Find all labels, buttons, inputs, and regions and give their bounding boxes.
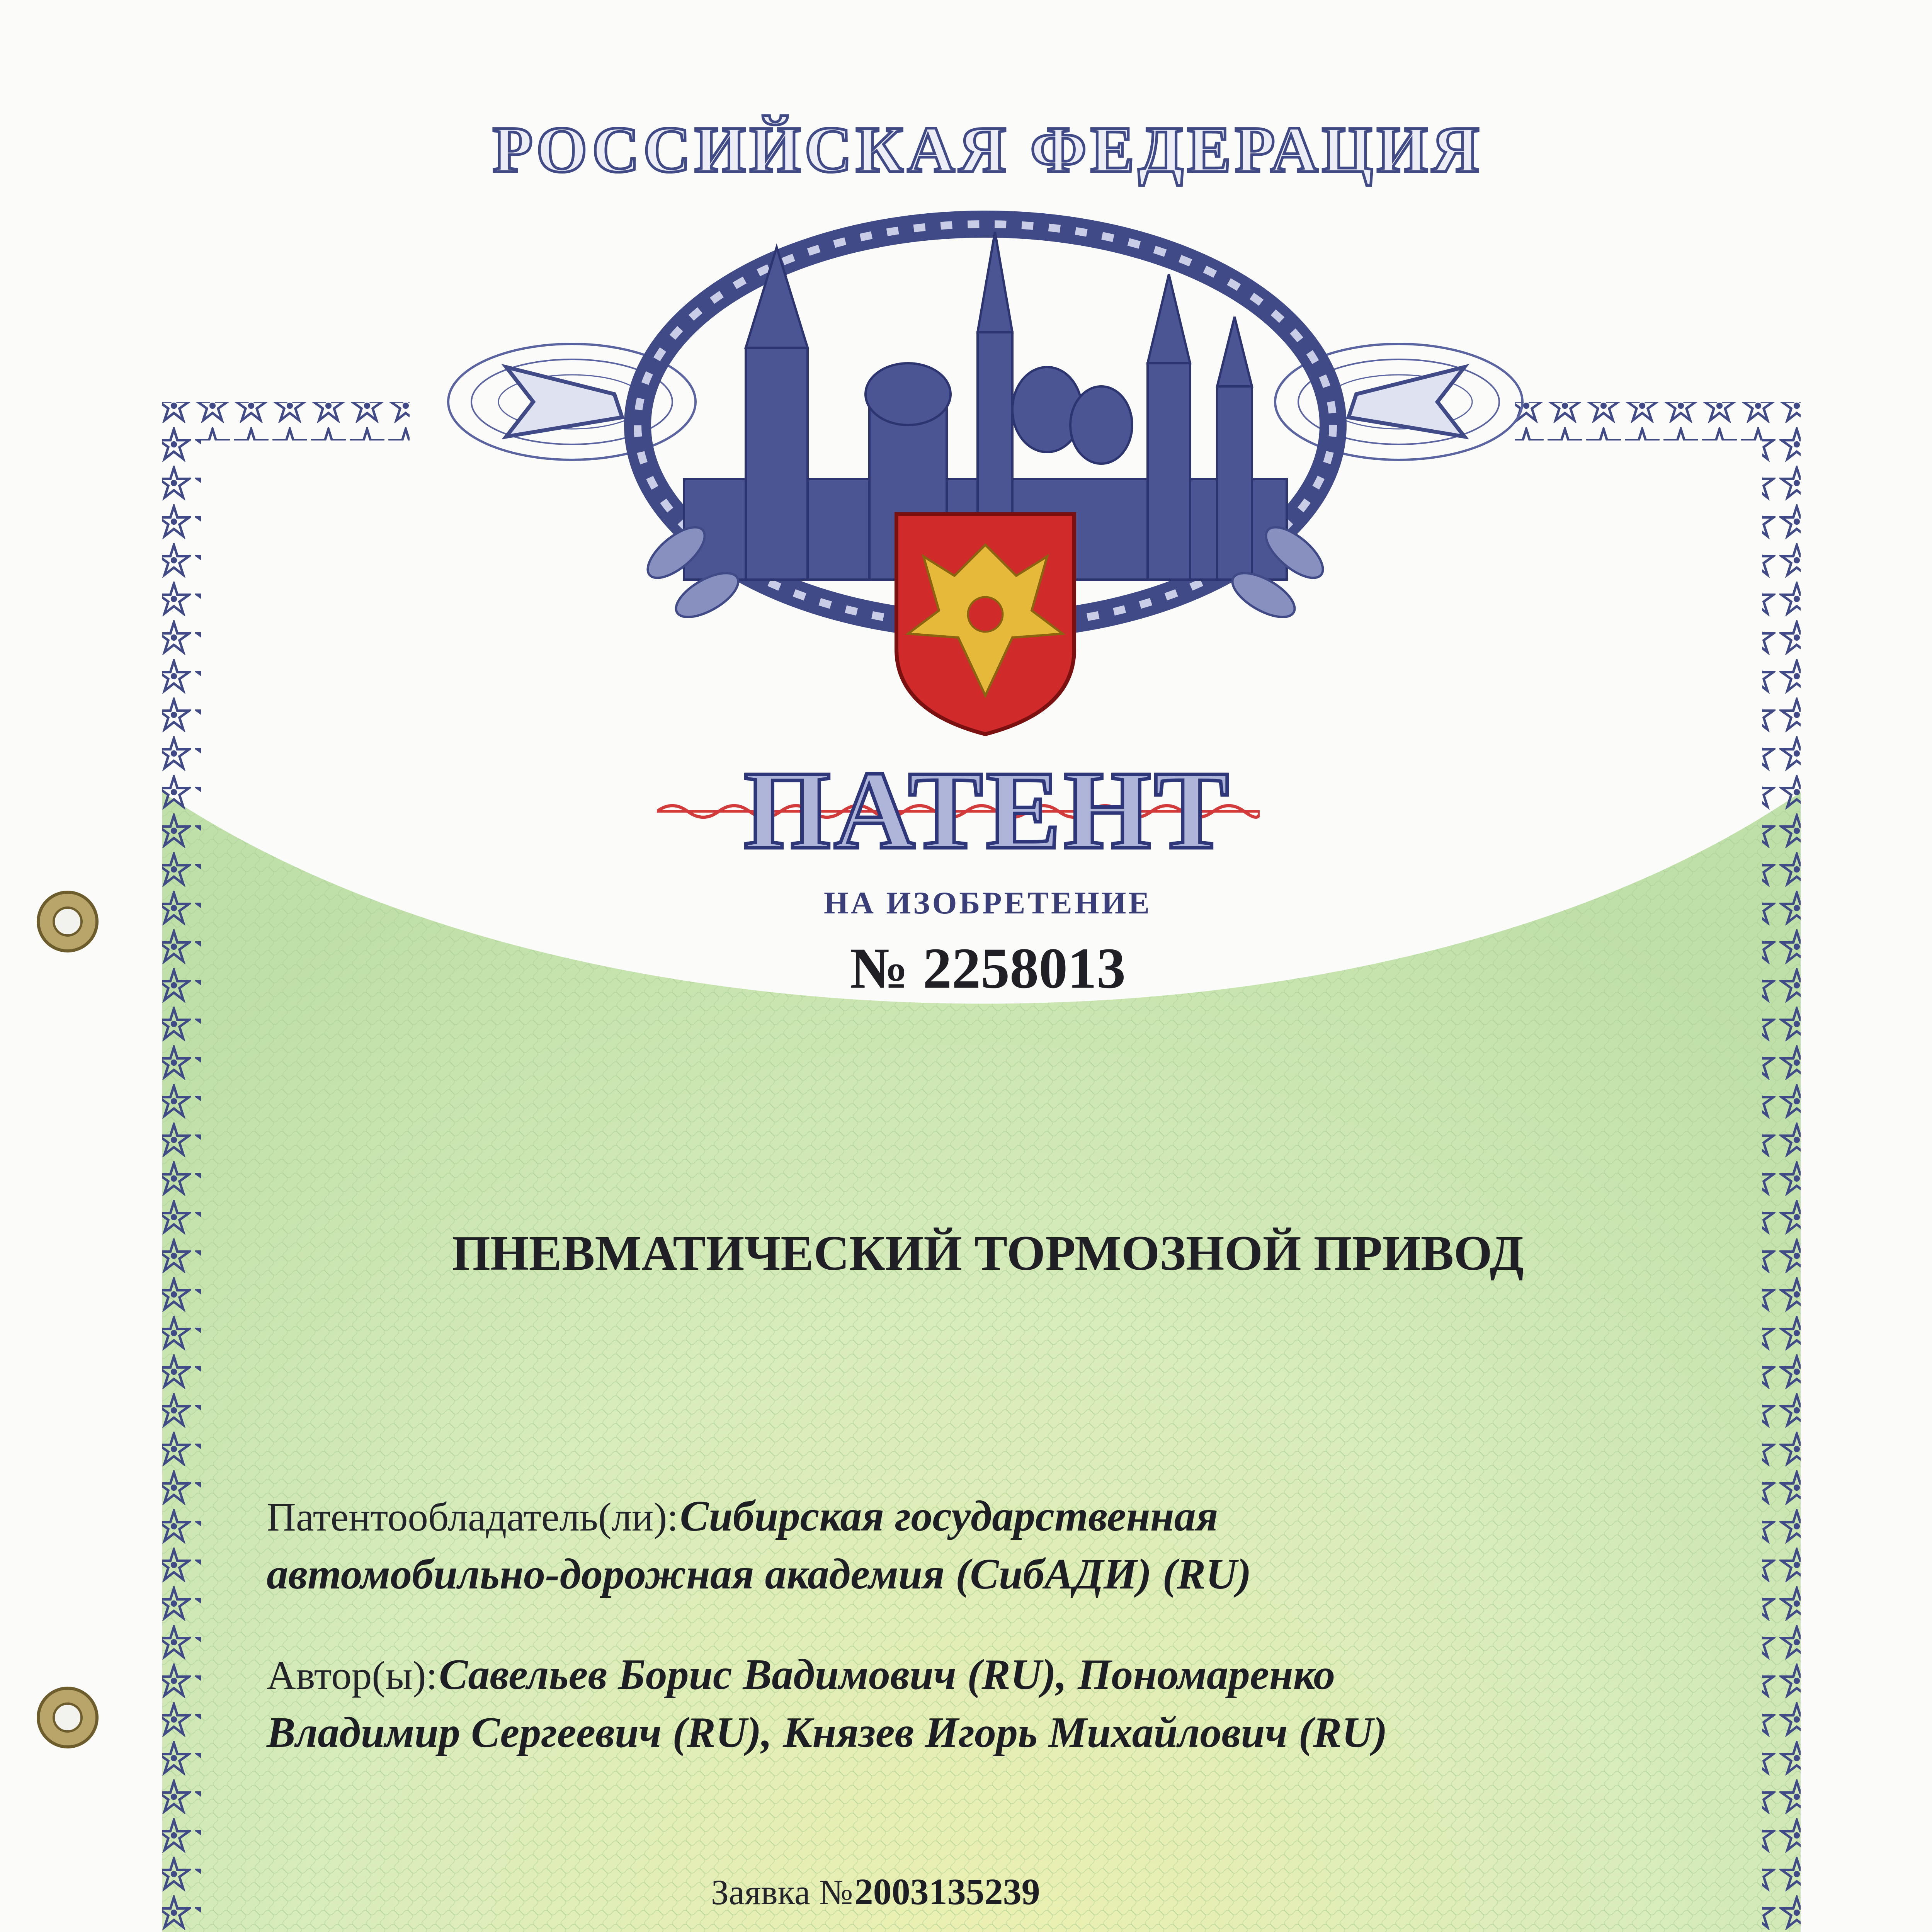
eyelet-icon	[35, 1685, 100, 1750]
document-subtype: НА ИЗОБРЕТЕНИЕ	[824, 885, 1152, 920]
application-label: Заявка №	[711, 1872, 853, 1912]
holder-value-2: автомобильно-дорожная академия (СибАДИ) (RU)	[267, 1550, 1252, 1598]
holder-label: Патентообладатель(ли):	[267, 1494, 679, 1539]
country-title: РОССИЙСКАЯ ФЕДЕРАЦИЯ	[492, 113, 1483, 186]
application-number: 2003135239	[854, 1871, 1040, 1912]
authors-line-2	[267, 1708, 1388, 1758]
holder-line-1	[267, 1492, 1218, 1541]
coat-of-arms-icon	[896, 514, 1074, 734]
application-line	[711, 1870, 1040, 1913]
authors-label: Автор(ы):	[267, 1653, 437, 1698]
holder-value-1: Сибирская государственная	[680, 1492, 1218, 1540]
kremlin-emblem-icon	[444, 185, 1526, 742]
authors-value-2: Владимир Сергеевич (RU), Князев Игорь Михайлович (RU)	[267, 1709, 1388, 1757]
document-type: ПАТЕНТ	[743, 748, 1232, 872]
authors-value-1: Савельев Борис Вадимович (RU), Пономаренко	[439, 1651, 1335, 1699]
patent-number: № 2258013	[850, 936, 1126, 1000]
authors-line-1	[267, 1650, 1335, 1700]
invention-title: ПНЕВМАТИЧЕСКИЙ ТОРМОЗНОЙ ПРИВОД	[452, 1226, 1524, 1281]
holder-line-2	[267, 1549, 1252, 1599]
eyelet-icon	[35, 889, 100, 954]
